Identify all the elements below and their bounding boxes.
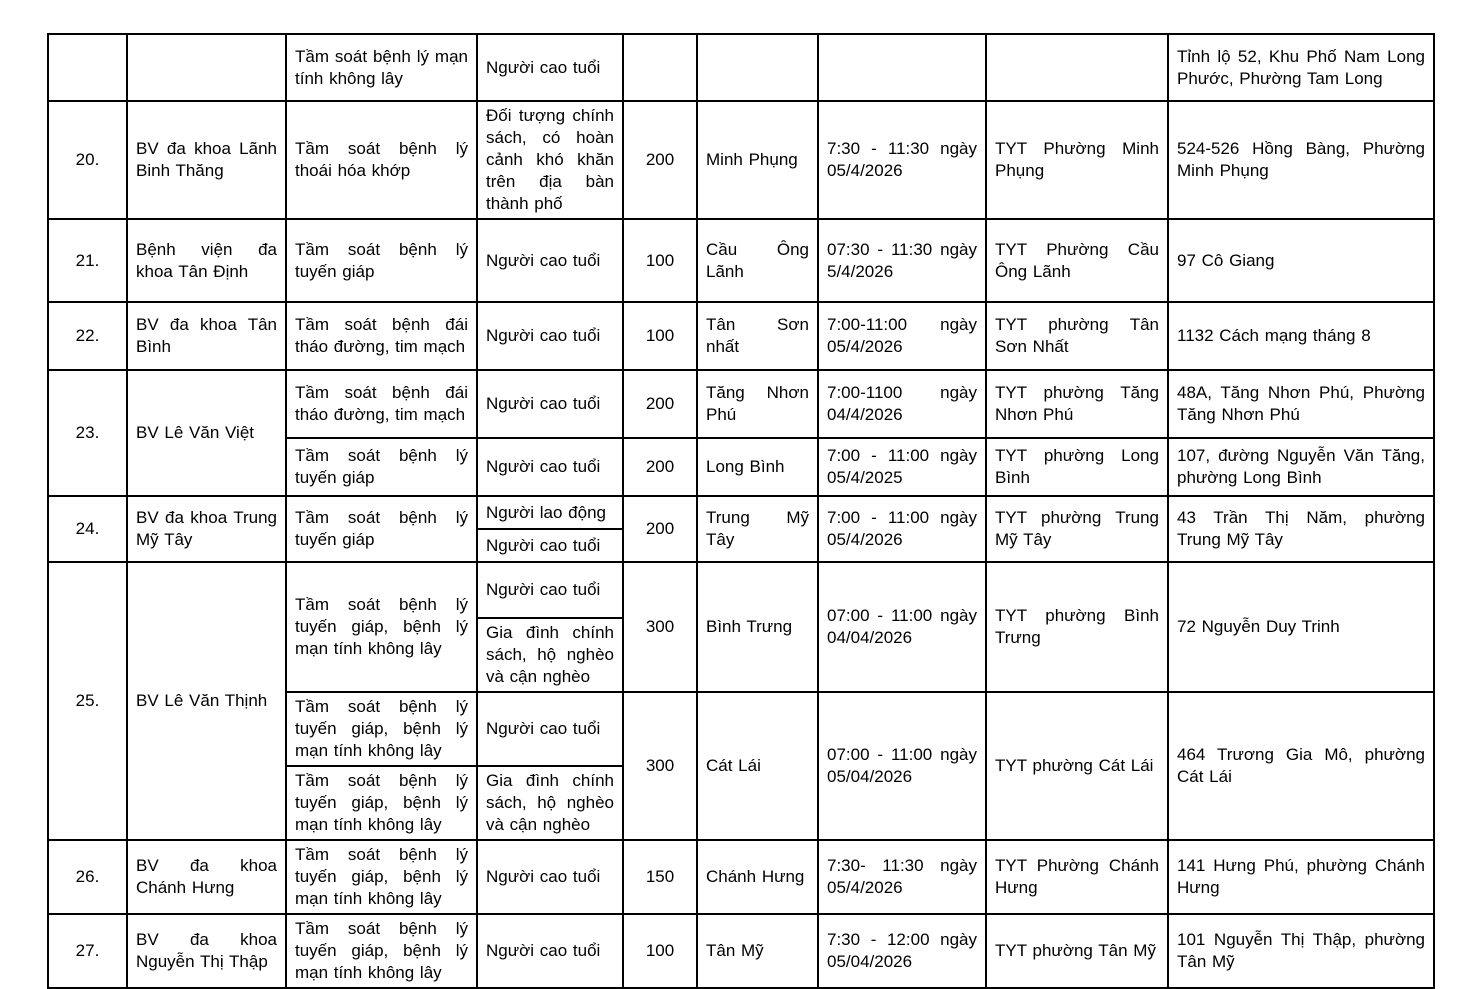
address-cell: Tỉnh lộ 52, Khu Phố Nam Long Phước, Phường Tam Long <box>1168 34 1434 101</box>
table-row <box>48 370 1434 438</box>
time-cell: 7:00 - 11:00 ngày 05/4/2026 <box>818 496 986 562</box>
screening-cell: Tầm soát bệnh lý tuyến giáp <box>286 438 477 496</box>
ward-cell <box>697 34 818 101</box>
table-row <box>48 302 1434 370</box>
address-cell: 1132 Cách mạng tháng 8 <box>1168 302 1434 370</box>
quantity-cell: 100 <box>623 219 697 302</box>
station-cell: TYT Phường Chánh Hưng <box>986 840 1168 914</box>
ward-cell: Cầu Ông Lãnh <box>697 219 818 302</box>
address-cell: 464 Trương Gia Mô, phường Cát Lái <box>1168 692 1434 840</box>
schedule-table <box>47 33 1435 989</box>
hospital-cell: BV đa khoa Chánh Hưng <box>127 840 286 914</box>
hospital-cell: Bệnh viện đa khoa Tân Định <box>127 219 286 302</box>
address-cell: 97 Cô Giang <box>1168 219 1434 302</box>
time-cell: 7:30- 11:30 ngày 05/4/2026 <box>818 840 986 914</box>
hospital-cell: BV Lê Văn Việt <box>127 370 286 496</box>
time-cell: 7:00-11:00 ngày 05/4/2026 <box>818 302 986 370</box>
station-cell: TYT phường Long Bình <box>986 438 1168 496</box>
quantity-cell: 100 <box>623 914 697 988</box>
target-cell: Đối tượng chính sách, có hoàn cảnh khó khăn trên địa bàn thành phố <box>477 101 623 219</box>
hospital-cell: BV Lê Văn Thịnh <box>127 562 286 840</box>
address-cell: 43 Trần Thị Năm, phường Trung Mỹ Tây <box>1168 496 1434 562</box>
screening-cell: Tầm soát bệnh lý tuyến giáp, bệnh lý mạn tính không lây <box>286 692 477 766</box>
screening-cell: Tầm soát bệnh lý tuyến giáp <box>286 219 477 302</box>
table-row <box>48 219 1434 302</box>
row-number-cell: 26. <box>48 840 127 914</box>
row-number-cell: 25. <box>48 562 127 840</box>
screening-cell: Tầm soát bệnh lý tuyến giáp <box>286 496 477 562</box>
ward-cell: Bình Trưng <box>697 562 818 692</box>
time-cell <box>818 34 986 101</box>
hospital-cell: BV đa khoa Tân Bình <box>127 302 286 370</box>
table-row <box>48 840 1434 914</box>
hospital-cell: BV đa khoa Lãnh Binh Thăng <box>127 101 286 219</box>
quantity-cell: 200 <box>623 496 697 562</box>
table-row <box>48 34 1434 101</box>
screening-cell: Tầm soát bệnh lý tuyến giáp, bệnh lý mạn tính không lây <box>286 914 477 988</box>
address-cell: 48A, Tăng Nhơn Phú, Phường Tăng Nhơn Phú <box>1168 370 1434 438</box>
row-number-cell: 21. <box>48 219 127 302</box>
table-row <box>48 101 1434 219</box>
quantity-cell: 200 <box>623 438 697 496</box>
target-cell: Người cao tuổi <box>477 219 623 302</box>
address-cell: 107, đường Nguyễn Văn Tăng, phường Long Bình <box>1168 438 1434 496</box>
screening-cell: Tầm soát bệnh lý tuyến giáp, bệnh lý mạn tính không lây <box>286 840 477 914</box>
row-number-cell: 22. <box>48 302 127 370</box>
ward-cell: Trung Mỹ Tây <box>697 496 818 562</box>
screening-cell: Tầm soát bệnh đái tháo đường, tim mạch <box>286 370 477 438</box>
target-cell: Người cao tuổi <box>477 840 623 914</box>
target-cell: Gia đình chính sách, hộ nghèo và cận nghèo <box>477 766 623 840</box>
ward-cell: Tân Mỹ <box>697 914 818 988</box>
address-cell: 72 Nguyễn Duy Trinh <box>1168 562 1434 692</box>
row-number-cell: 23. <box>48 370 127 496</box>
table-row <box>48 914 1434 988</box>
address-cell: 141 Hưng Phú, phường Chánh Hưng <box>1168 840 1434 914</box>
quantity-cell: 100 <box>623 302 697 370</box>
screening-cell: Tầm soát bệnh lý mạn tính không lây <box>286 34 477 101</box>
table-row <box>48 562 1434 618</box>
quantity-cell: 150 <box>623 840 697 914</box>
row-number-cell: 20. <box>48 101 127 219</box>
address-cell: 101 Nguyễn Thị Thập, phường Tân Mỹ <box>1168 914 1434 988</box>
time-cell: 7:00 - 11:00 ngày 05/4/2025 <box>818 438 986 496</box>
ward-cell: Cát Lái <box>697 692 818 840</box>
row-number-cell: 27. <box>48 914 127 988</box>
ward-cell: Chánh Hưng <box>697 840 818 914</box>
ward-cell: Minh Phụng <box>697 101 818 219</box>
target-cell: Người cao tuổi <box>477 562 623 618</box>
row-number-cell <box>48 34 127 101</box>
ward-cell: Long Bình <box>697 438 818 496</box>
screening-cell: Tầm soát bệnh đái tháo đường, tim mạch <box>286 302 477 370</box>
station-cell: TYT phường Tân Mỹ <box>986 914 1168 988</box>
hospital-cell <box>127 34 286 101</box>
screening-cell: Tầm soát bệnh lý thoái hóa khớp <box>286 101 477 219</box>
station-cell <box>986 34 1168 101</box>
target-cell: Người cao tuổi <box>477 302 623 370</box>
row-number-cell: 24. <box>48 496 127 562</box>
hospital-cell: BV đa khoa Trung Mỹ Tây <box>127 496 286 562</box>
station-cell: TYT phường Cát Lái <box>986 692 1168 840</box>
station-cell: TYT phường Trung Mỹ Tây <box>986 496 1168 562</box>
quantity-cell: 200 <box>623 370 697 438</box>
time-cell: 07:00 - 11:00 ngày 05/04/2026 <box>818 692 986 840</box>
screening-cell: Tầm soát bệnh lý tuyến giáp, bệnh lý mạn tính không lây <box>286 562 477 692</box>
quantity-cell: 300 <box>623 692 697 840</box>
time-cell: 07:00 - 11:00 ngày 04/04/2026 <box>818 562 986 692</box>
target-cell: Người cao tuổi <box>477 692 623 766</box>
time-cell: 07:30 - 11:30 ngày 5/4/2026 <box>818 219 986 302</box>
station-cell: TYT Phường Minh Phụng <box>986 101 1168 219</box>
ward-cell: Tân Sơn nhất <box>697 302 818 370</box>
time-cell: 7:00-1100 ngày 04/4/2026 <box>818 370 986 438</box>
time-cell: 7:30 - 11:30 ngày 05/4/2026 <box>818 101 986 219</box>
target-cell: Người cao tuổi <box>477 914 623 988</box>
target-cell: Người cao tuổi <box>477 370 623 438</box>
hospital-cell: BV đa khoa Nguyễn Thị Thập <box>127 914 286 988</box>
quantity-cell <box>623 34 697 101</box>
station-cell: TYT phường Bình Trưng <box>986 562 1168 692</box>
quantity-cell: 300 <box>623 562 697 692</box>
target-cell: Người lao động <box>477 496 623 529</box>
quantity-cell: 200 <box>623 101 697 219</box>
target-cell: Người cao tuổi <box>477 438 623 496</box>
target-cell: Người cao tuổi <box>477 34 623 101</box>
target-cell: Người cao tuổi <box>477 529 623 562</box>
time-cell: 7:30 - 12:00 ngày 05/04/2026 <box>818 914 986 988</box>
address-cell: 524-526 Hồng Bàng, Phường Minh Phụng <box>1168 101 1434 219</box>
station-cell: TYT phường Tăng Nhơn Phú <box>986 370 1168 438</box>
station-cell: TYT Phường Cầu Ông Lãnh <box>986 219 1168 302</box>
target-cell: Gia đình chính sách, hộ nghèo và cận nghèo <box>477 618 623 692</box>
station-cell: TYT phường Tân Sơn Nhất <box>986 302 1168 370</box>
ward-cell: Tăng Nhơn Phú <box>697 370 818 438</box>
table-row <box>48 496 1434 529</box>
screening-cell: Tầm soát bệnh lý tuyến giáp, bệnh lý mạn tính không lây <box>286 766 477 840</box>
